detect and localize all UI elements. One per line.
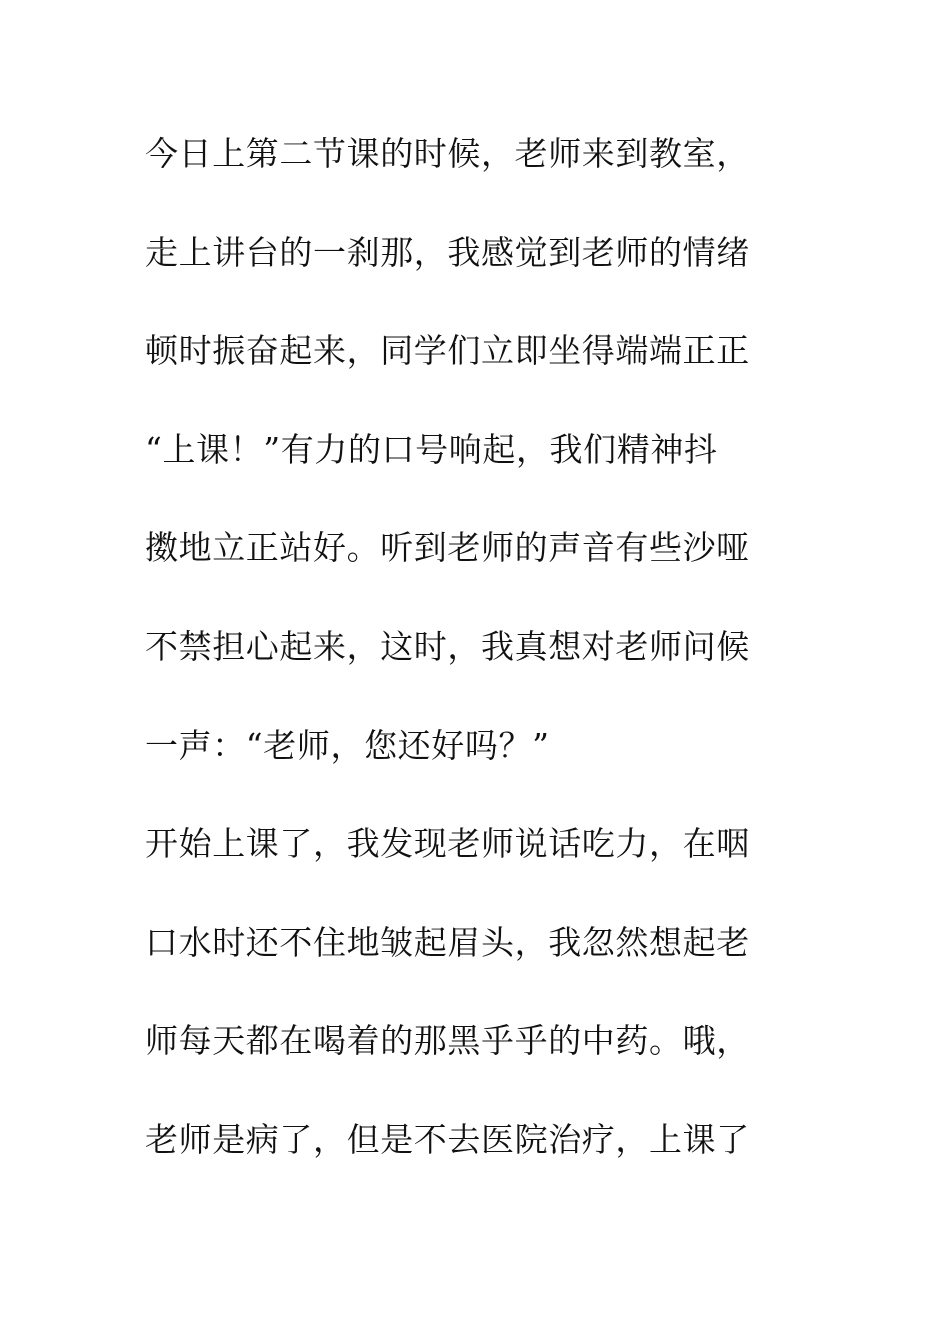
text-line-3: 顿时振奋起来，同学们立即坐得端端正正 <box>145 331 750 371</box>
text-line-10: 师每天都在喝着的那黑乎乎的中药。哦， <box>145 1021 750 1061</box>
text-line-2: 走上讲台的一刹那，我感觉到老师的情绪 <box>145 232 750 272</box>
body-text <box>145 128 815 1213</box>
text-line-8: 开始上课了，我发现老师说话吃力，在咽 <box>145 824 750 864</box>
text-line-7: 一声：“老师，您还好吗？” <box>145 725 550 765</box>
text-line-6: 不禁担心起来，这时，我真想对老师问候 <box>145 626 750 666</box>
text-line-1: 今日上第二节课的时候，老师来到教室， <box>145 134 750 173</box>
text-line-4: “上课！”有力的口号响起，我们精神抖 <box>145 429 718 469</box>
text-line-11: 老师是病了，但是不去医院治疗，上课了 <box>145 1119 750 1159</box>
text-line-9: 口水时还不住地皱起眉头，我忽然想起老 <box>145 922 750 962</box>
text-line-5: 擞地立正站好。听到老师的声音有些沙哑 <box>145 528 750 568</box>
